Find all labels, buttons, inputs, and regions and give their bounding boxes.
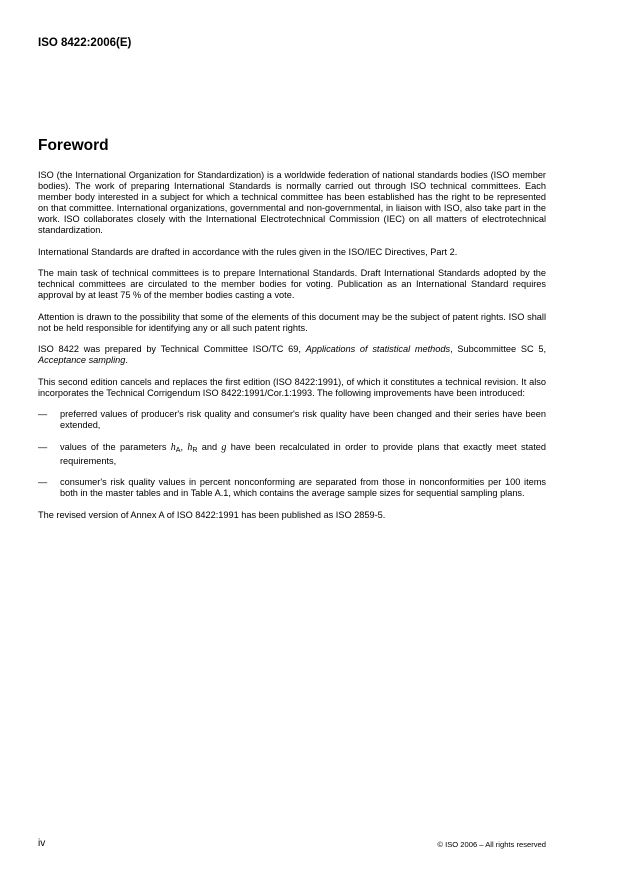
improvements-list (38, 409, 546, 499)
paragraph-edition: This second edition cancels and replaces the first edition (ISO 8422:1991), of which it constitutes a technical revision. It also incorporates the Technical Corrigendum ISO 8422:1991/Cor.1:1993. The following improvements have been introduced: (38, 376, 546, 398)
list-item (38, 442, 546, 467)
document-header: ISO 8422:2006(E) (38, 37, 132, 49)
item-text-post: have been recalculated in order to provide plans that exactly meet stated requirements, (60, 441, 547, 466)
symbol-g: g (221, 441, 227, 453)
subcommittee-title: Acceptance sampling (38, 355, 126, 366)
paragraph-annex-note: The revised version of Annex A of ISO 8422:1991 has been published as ISO 2859-5. (38, 509, 386, 520)
page-number: iv (38, 838, 46, 849)
dash-bullet: — (38, 409, 48, 420)
copyright-notice: © ISO 2006 – All rights reserved (437, 840, 546, 849)
paragraph-prepared-by (38, 344, 546, 366)
item-and: and (197, 441, 222, 452)
foreword-body (38, 170, 546, 531)
subscript-r: R (192, 446, 198, 454)
subscript-a: A (175, 446, 181, 454)
prepared-by-end: . (125, 355, 128, 366)
symbol-h: h (170, 441, 176, 453)
paragraph-directives: International Standards are drafted in accordance with the rules given in the ISO/IEC Directives, Part 2. (38, 246, 458, 257)
paragraph-committee-task: The main task of technical committees is to prepare International Standards. Draft International Standards adopted by the technical committees are circulated to the member bodies for voting. Publication as an International Standard requires approval by at least 75 % of the member bodies casting a vote. (38, 268, 546, 301)
list-item (38, 409, 546, 431)
page-title: Foreword (38, 137, 109, 154)
prepared-by-text: ISO 8422 was prepared by Technical Committee ISO/TC 69, (38, 344, 306, 355)
dash-bullet: — (38, 477, 48, 488)
paragraph-iso-intro: ISO (the International Organization for Standardization) is a worldwide federation of national standards bodies (ISO member bodies). The work of preparing International Standards is normally carried out through ISO technical committees. Each member body interested in a subject for which a technical committee has been established has the right to be represented on that committee. International organizations, governmental and non-governmental, in liaison with ISO, also take part in the work. ISO collaborates closely with the International Electrotechnical Commission (IEC) on all matters of electrotechnical standardization. (38, 170, 546, 236)
item-text-pre: values of the parameters (60, 441, 171, 452)
committee-title: Applications of statistical methods (305, 344, 451, 355)
dash-bullet: — (38, 441, 48, 452)
subcommittee-text: , Subcommittee SC 5, (450, 344, 546, 355)
list-item-text (60, 442, 546, 466)
list-item (38, 477, 546, 499)
item-separator: , (180, 441, 188, 452)
symbol-h: h (187, 441, 193, 453)
list-item-text: preferred values of producer's risk quality and consumer's risk quality have been changed and their series have been extended, (60, 409, 546, 431)
paragraph-patent-notice: Attention is drawn to the possibility that some of the elements of this document may be the subject of patent rights. ISO shall not be held responsible for identifying any or all such patent rights. (38, 311, 546, 333)
list-item-text: consumer's risk quality values in percent nonconforming are separated from those in nonconformities per 100 items both in the master tables and in Table A.1, which contains the average sample sizes for sequential sampling plans. (60, 477, 546, 499)
